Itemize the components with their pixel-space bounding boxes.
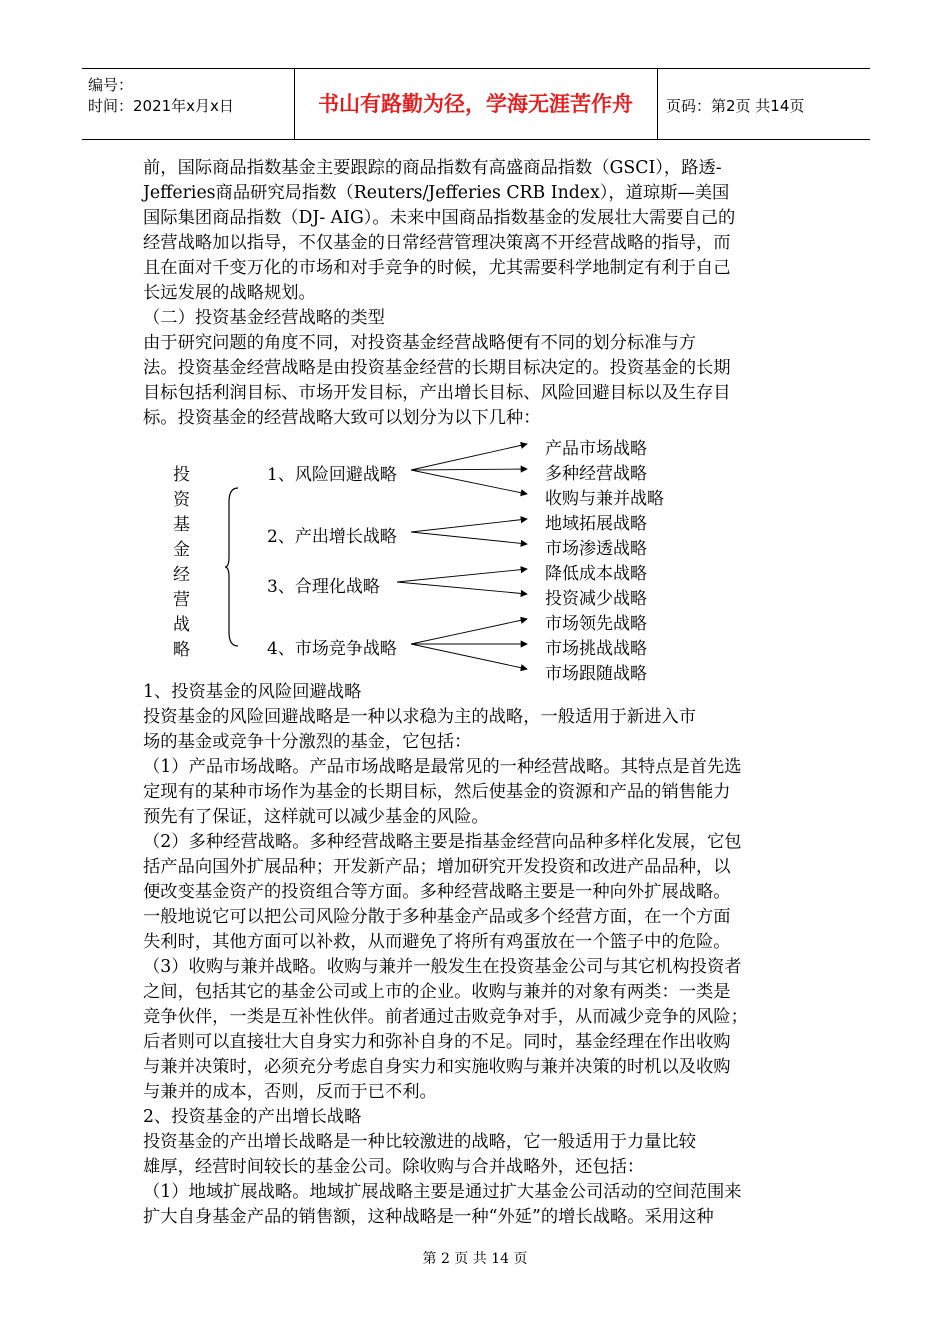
root-char: 战 <box>173 615 190 635</box>
text-line: 标。投资基金的经营战略大致可以划分为以下几种： <box>143 408 541 428</box>
text-line: 便改变基金资产的投资组合等方面。多种经营战略主要是一种向外扩展战略。 <box>143 882 731 902</box>
root-char: 投 <box>173 465 190 485</box>
category-output-growth: 2、产出增长战略 <box>267 527 397 547</box>
category-risk-avoidance: 1、风险回避战略 <box>267 465 397 485</box>
diagram-connectors <box>143 432 823 680</box>
body-text-top <box>143 156 823 431</box>
leaf-strategy: 投资减少战略 <box>545 589 647 609</box>
leaf-strategy: 市场领先战略 <box>545 614 647 634</box>
arrow-line <box>397 569 527 582</box>
root-char: 略 <box>173 640 190 660</box>
header-motto: 书山有路勤为径，学海无涯苦作舟 <box>318 92 633 116</box>
text-line: 预先有了保证，这样就可以减少基金的风险。 <box>143 807 489 827</box>
leaf-strategy: 降低成本战略 <box>545 564 647 584</box>
text-line: 且在面对千变万化的市场和对手竞争的时候，尤其需要科学地制定有利于自己 <box>143 258 731 278</box>
arrow-line <box>411 444 527 470</box>
arrow-line <box>411 644 527 669</box>
leaf-strategy: 收购与兼并战略 <box>545 489 664 509</box>
section-heading: 1、投资基金的风险回避战略 <box>143 682 362 702</box>
text-line: 之间，包括其它的基金公司或上市的企业。收购与兼并的对象有两类：一类是 <box>143 982 731 1002</box>
root-char: 金 <box>173 540 190 560</box>
text-line: 一般地说它可以把公司风险分散于多种基金产品或多个经营方面，在一个方面 <box>143 907 731 927</box>
text-line: 目标包括利润目标、市场开发目标，产出增长目标、风险回避目标以及生存目 <box>143 383 731 403</box>
leaf-strategy: 市场跟随战略 <box>545 664 647 684</box>
text-line: 括产品向国外扩展品种；开发新产品；增加研究开发投资和改进产品品种，以 <box>143 857 731 877</box>
root-char: 经 <box>173 565 190 585</box>
root-char: 营 <box>173 590 190 610</box>
text-line: （3）收购与兼并战略。收购与兼并一般发生在投资基金公司与其它机构投资者 <box>143 957 742 977</box>
document-number-label: 编号： <box>88 76 134 94</box>
text-line: 场的基金或竞争十分激烈的基金，它包括： <box>143 732 472 752</box>
leaf-strategy: 市场挑战战略 <box>545 639 647 659</box>
text-line: 雄厚，经营时间较长的基金公司。除收购与合并战略外，还包括： <box>143 1157 645 1177</box>
text-line: 投资基金的产出增长战略是一种比较激进的战略，它一般适用于力量比较 <box>143 1132 697 1152</box>
section-heading: （二）投资基金经营战略的类型 <box>143 308 385 328</box>
leaf-strategy: 多种经营战略 <box>545 464 647 484</box>
text-line: 扩大自身基金产品的销售额，这种战略是一种“外延”的增长战略。采用这种 <box>143 1207 714 1227</box>
page-header <box>82 68 870 140</box>
text-line: 国际集团商品指数（DJ- AIG）。未来中国商品指数基金的发展壮大需要自己的 <box>143 208 736 228</box>
page-footer: 第 2 页 共 14 页 <box>422 1251 528 1267</box>
body-text-bottom <box>143 680 823 1230</box>
text-line: 投资基金的风险回避战略是一种以求稳为主的战略，一般适用于新进入市 <box>143 707 697 727</box>
strategy-diagram <box>143 432 823 684</box>
leaf-strategy: 产品市场战略 <box>545 439 647 459</box>
text-line: （2）多种经营战略。多种经营战略主要是指基金经营向品种多样化发展，它包 <box>143 832 742 852</box>
leaf-strategy: 市场渗透战略 <box>545 539 647 559</box>
root-char: 资 <box>173 490 190 510</box>
text-line: 失利时，其他方面可以补救，从而避免了将所有鸡蛋放在一个篮子中的危险。 <box>143 932 731 952</box>
text-line: 后者则可以直接壮大自身实力和弥补自身的不足。同时，基金经理在作出收购 <box>143 1032 731 1052</box>
arrow-line <box>397 582 527 594</box>
arrow-line <box>411 469 527 470</box>
text-line: （1）产品市场战略。产品市场战略是最常见的一种经营战略。其特点是首先选 <box>143 757 742 777</box>
arrow-line <box>411 519 527 532</box>
text-line: （1）地域扩展战略。地域扩展战略主要是通过扩大基金公司活动的空间范围来 <box>143 1182 742 1202</box>
text-line: 与兼并的成本，否则，反而于已不利。 <box>143 1082 437 1102</box>
root-brace <box>225 488 238 646</box>
category-rationalization: 3、合理化战略 <box>267 577 380 597</box>
header-page-cell <box>657 69 871 139</box>
text-line: 前，国际商品指数基金主要跟踪的商品指数有高盛商品指数（GSCI），路透- <box>143 158 722 178</box>
text-line: 竞争伙伴，一类是互补性伙伴。前者通过击败竞争对手，从而减少竞争的风险； <box>143 1007 748 1027</box>
root-char: 基 <box>173 515 190 535</box>
header-page-label: 页码：第2页 共14页 <box>666 97 805 115</box>
arrow-line <box>411 619 527 644</box>
text-line: 长远发展的战略规划。 <box>143 283 316 303</box>
text-line: 法。投资基金经营战略是由投资基金经营的长期目标决定的。投资基金的长期 <box>143 358 731 378</box>
category-market-competition: 4、市场竞争战略 <box>267 639 397 659</box>
leaf-strategy: 地域拓展战略 <box>545 514 647 534</box>
arrow-line <box>411 470 527 494</box>
text-line: 经营战略加以指导，不仅基金的日常经营管理决策离不开经营战略的指导，而 <box>143 233 731 253</box>
text-line: Jefferies商品研究局指数（Reuters/Jefferies CRB Index），道琼斯—美国 <box>143 183 730 203</box>
text-line: 与兼并决策时，必须充分考虑自身实力和实施收购与兼并决策的时机以及收购 <box>143 1057 731 1077</box>
arrow-line <box>411 532 527 544</box>
text-line: 定现有的某种市场作为基金的长期目标，然后使基金的资源和产品的销售能力 <box>143 782 731 802</box>
text-line: 由于研究问题的角度不同，对投资基金经营战略便有不同的划分标准与方 <box>143 333 697 353</box>
document-date-label: 时间：2021年x月x日 <box>88 97 234 115</box>
header-info-cell <box>82 69 295 139</box>
section-heading: 2、投资基金的产出增长战略 <box>143 1107 362 1127</box>
